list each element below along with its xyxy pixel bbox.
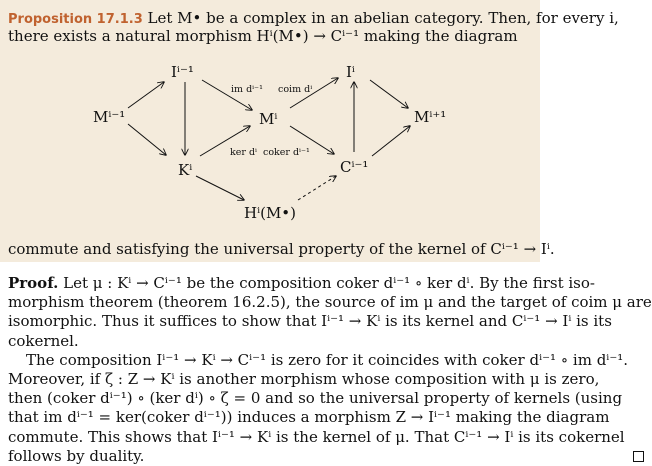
arrow-Mim1-Iim1 [128, 82, 164, 108]
arrow-Hi-Cim1-dashed [298, 176, 336, 200]
label-im: im dⁱ⁻¹ [231, 84, 263, 95]
node-M-i-plus-1: Mⁱ⁺¹ [414, 108, 447, 126]
arrow-Ki-Hi [196, 176, 244, 200]
proof-line-1 [8, 274, 595, 293]
proof-label: Proof. [8, 274, 59, 292]
node-H-i: Hⁱ(M•) [244, 204, 297, 222]
node-C-i-minus-1: Cⁱ⁻¹ [340, 158, 369, 176]
proposition-text-1: Let M• be a complex in an abelian category. Then, for every i, [147, 9, 619, 27]
proof-line-1-text: Let μ : Kⁱ → Cⁱ⁻¹ be the composition coker dⁱ⁻¹ ∘ ker dⁱ. By the first iso- [63, 274, 595, 292]
proposition-label: Proposition 17.1.3 [8, 12, 143, 27]
commutative-diagram [0, 0, 540, 262]
proof-line-6: Moreover, if ζ : Z → Kⁱ is another morphism whose composition with μ is zero, [8, 369, 600, 388]
node-K-i: Kⁱ [178, 161, 193, 179]
proof-line-10: follows by duality. [8, 446, 145, 465]
proof-line-9: commute. This shows that Iⁱ⁻¹ → Kⁱ is the kernel of μ. That Cⁱ⁻¹ → Iⁱ is its cokernel [8, 427, 625, 446]
proof-block [8, 274, 652, 466]
proof-line-3: isomorphic. Thus it suffices to show that Iⁱ⁻¹ → Kⁱ is its kernel and Cⁱ⁻¹ → Iⁱ is its [8, 312, 612, 331]
node-M-i-minus-1: Mⁱ⁻¹ [93, 108, 126, 126]
arrow-Cim1-Mip1 [372, 126, 410, 156]
qed-box [633, 451, 644, 462]
proof-line-4: cokernel. [8, 331, 79, 350]
label-coim: coim dⁱ [278, 84, 313, 95]
label-coker: coker dⁱ⁻¹ [263, 147, 310, 158]
proof-line-7: then (coker dⁱ⁻¹) ∘ (ker dⁱ) ∘ ζ = 0 and so the universal property of kernels (using [8, 389, 623, 408]
label-ker: ker dⁱ [230, 147, 257, 158]
proof-line-5: The composition Iⁱ⁻¹ → Kⁱ → Cⁱ⁻¹ is zero for it coincides with coker dⁱ⁻¹ ∘ im dⁱ⁻¹. [26, 350, 629, 369]
node-I-i: Iⁱ [346, 63, 355, 81]
arrow-Ii-Mip1 [370, 80, 408, 108]
proposition-line-3: commute and satisfying the universal property of the kernel of Cⁱ⁻¹ → Iⁱ. [8, 240, 555, 258]
arrow-Mim1-Ki [128, 124, 166, 155]
proof-line-8: that im dⁱ⁻¹ = ker(coker dⁱ⁻¹)) induces a morphism Z → Iⁱ⁻¹ making the diagram [8, 408, 610, 427]
proposition-line-2: there exists a natural morphism Hⁱ(M•) → Cⁱ⁻¹ making the diagram [8, 27, 518, 45]
node-M-i: Mⁱ [259, 110, 278, 128]
proof-line-2: morphism theorem (theorem 16.2.5), the source of im μ and the target of coim μ are [8, 293, 652, 312]
node-I-i-minus-1: Iⁱ⁻¹ [171, 63, 194, 81]
